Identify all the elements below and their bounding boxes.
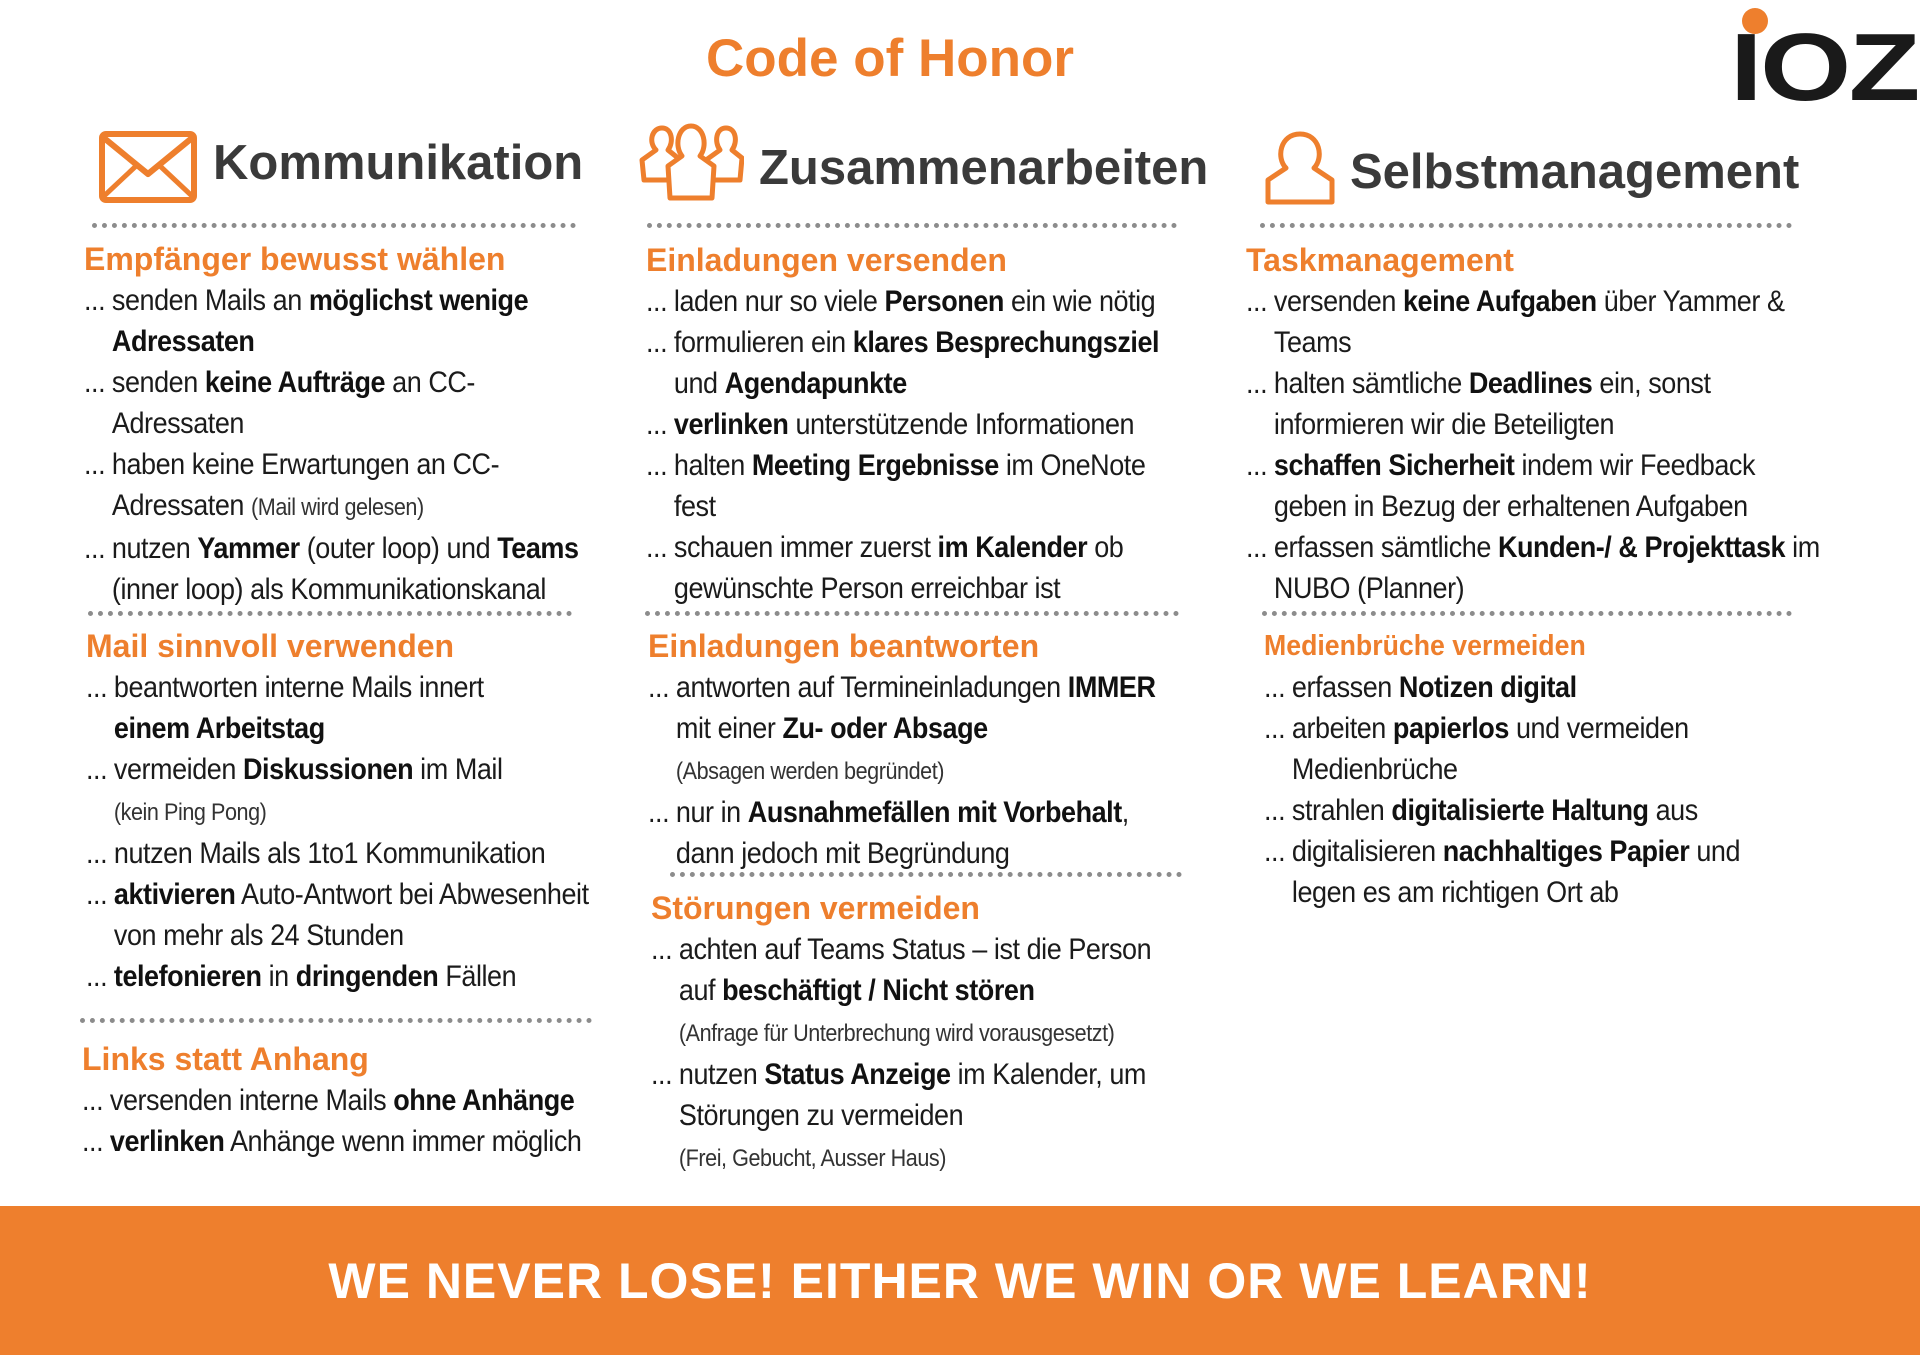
note: (kein Ping Pong)	[113, 799, 267, 826]
bullet-item: ... nutzen Yammer (outer loop) und Teams (inner loop) als Kommunikationskanal	[84, 528, 584, 610]
bullet-dots: ...	[1246, 531, 1268, 564]
bullet-item: ... erfassen Notizen digital	[1264, 667, 1822, 708]
bullet-dots: ...	[1264, 835, 1286, 868]
envelope-icon	[98, 130, 198, 204]
emphasis: einem Arbeitstag	[113, 712, 325, 745]
section-links	[82, 1040, 638, 1162]
section-mail-sinnvoll	[86, 627, 642, 997]
emphasis: Ausnahmefällen mit Vorbehalt	[747, 796, 1122, 829]
people-group-icon	[638, 120, 744, 202]
section-medienbrueche	[1264, 627, 1884, 913]
bullet-dots: ...	[86, 753, 108, 786]
bullet-item: ... erfassen sämtliche Kunden-/ & Projekttask im NUBO (Planner)	[1246, 527, 1822, 609]
bullet-item: ... arbeiten papierlos und vermeiden Medienbrüche	[1264, 708, 1822, 790]
section-stoerungen	[651, 889, 1211, 1179]
column-heading: Selbstmanagement	[1350, 145, 1800, 199]
emphasis: Teams	[497, 532, 579, 565]
bullet-dots: ...	[651, 1058, 673, 1091]
bullet-dots: ...	[1264, 671, 1286, 704]
bullet-dots: ...	[86, 671, 108, 704]
emphasis: papierlos	[1392, 712, 1509, 745]
section-title: Taskmanagement	[1246, 242, 1514, 278]
divider	[1262, 611, 1792, 616]
logo-text: IOZ	[1730, 14, 1918, 121]
bullet-list	[646, 281, 1206, 609]
bullet-item: ... strahlen digitalisierte Haltung aus	[1264, 790, 1822, 831]
divider	[92, 223, 576, 228]
bullet-item: ... digitalisieren nachhaltiges Papier und legen es am richtigen Ort ab	[1264, 831, 1822, 913]
bullet-dots: ...	[1246, 449, 1268, 482]
bullet-dots: ...	[84, 448, 106, 481]
divider	[1260, 223, 1792, 228]
bullet-dots: ...	[651, 933, 673, 966]
bullet-list	[651, 929, 1211, 1179]
emphasis: ohne Anhänge	[393, 1084, 575, 1117]
bullet-dots: ...	[646, 531, 668, 564]
bullet-item: ... antworten auf Termineinladungen IMMER mit einer Zu- oder Absage (Absagen werden begründet)	[648, 667, 1152, 792]
emphasis: aktivieren	[113, 878, 236, 911]
bullet-item: ... vermeiden Diskussionen im Mail (kein Ping Pong)	[86, 749, 586, 833]
bullet-item: ... achten auf Teams Status – ist die Person auf beschäftigt / Nicht stören (Anfrage für Unterbrechung wird vorausgesetzt)	[651, 929, 1155, 1054]
emphasis: keine Aufträge	[204, 366, 386, 399]
bullet-item: ... nutzen Status Anzeige im Kalender, um Störungen zu vermeiden (Frei, Gebucht, Ausser Haus)	[651, 1054, 1155, 1179]
emphasis: Diskussionen	[242, 753, 414, 786]
emphasis: verlinken	[673, 408, 789, 441]
bullet-item: ... schauen immer zuerst im Kalender ob gewünschte Person erreichbar ist	[646, 527, 1150, 609]
emphasis: dringenden	[295, 960, 439, 993]
bullet-item: ... senden Mails an möglichst wenige Adressaten	[84, 280, 584, 362]
section-taskmanagement	[1246, 241, 1886, 609]
section-title: Mail sinnvoll verwenden	[86, 628, 455, 664]
emphasis: Meeting Ergebnisse	[751, 449, 999, 482]
emphasis: möglichst wenige	[308, 284, 529, 317]
page-title: Code of Honor	[706, 29, 1074, 88]
bullet-dots: ...	[1246, 285, 1268, 318]
bullet-dots: ...	[646, 408, 668, 441]
bullet-item: ... versenden interne Mails ohne Anhänge	[82, 1080, 582, 1121]
bullet-item: ... verlinken unterstützende Informationen	[646, 404, 1150, 445]
bullet-item: ... halten sämtliche Deadlines ein, sonst informieren wir die Beteiligten	[1246, 363, 1822, 445]
note: (Absagen werden begründet)	[675, 758, 944, 785]
bullet-item: ... haben keine Erwartungen an CC- Adressaten (Mail wird gelesen)	[84, 444, 584, 528]
bullet-dots: ...	[648, 796, 670, 829]
bullet-list	[86, 667, 642, 997]
emphasis: Personen	[884, 285, 1004, 318]
column-heading: Kommunikation	[213, 136, 584, 190]
motto-banner	[0, 1206, 1920, 1355]
bullet-item: ... halten Meeting Ergebnisse im OneNote fest	[646, 445, 1150, 527]
bullet-item: ... nutzen Mails als 1to1 Kommunikation	[86, 833, 586, 874]
column-header	[78, 118, 638, 213]
note: (Frei, Gebucht, Ausser Haus)	[678, 1145, 947, 1172]
section-title: Störungen vermeiden	[651, 890, 980, 926]
bullet-item: ... beantworten interne Mails innert einem Arbeitstag	[86, 667, 586, 749]
emphasis: klares Besprechungsziel	[852, 326, 1160, 359]
bullet-dots: ...	[84, 366, 106, 399]
emphasis: keine Aufgaben	[1402, 285, 1597, 318]
emphasis: Agendapunkte	[724, 367, 907, 400]
emphasis: nachhaltiges Papier	[1442, 835, 1690, 868]
emphasis: Deadlines	[1468, 367, 1593, 400]
bullet-dots: ...	[1246, 367, 1268, 400]
emphasis: schaffen Sicherheit	[1273, 449, 1515, 482]
emphasis: beschäftigt / Nicht stören	[722, 974, 1035, 1007]
bullet-item: ... nur in Ausnahmefällen mit Vorbehalt, dann jedoch mit Begründung	[648, 792, 1152, 874]
section-title: Einladungen versenden	[646, 242, 1007, 278]
column-header	[1246, 118, 1886, 213]
bullet-dots: ...	[86, 837, 108, 870]
bullet-item: ... aktivieren Auto-Antwort bei Abwesenheit von mehr als 24 Stunden	[86, 874, 586, 956]
column-header	[636, 118, 1226, 213]
bullet-dots: ...	[86, 960, 108, 993]
bullet-list	[84, 280, 640, 610]
bullet-item: ... verlinken Anhänge wenn immer möglich	[82, 1121, 582, 1162]
bullet-dots: ...	[84, 284, 106, 317]
bullet-dots: ...	[646, 326, 668, 359]
bullet-item: ... formulieren ein klares Besprechungsziel und Agendapunkte	[646, 322, 1150, 404]
column-selbstmanagement	[1246, 118, 1886, 213]
emphasis: verlinken	[109, 1125, 225, 1158]
bullet-dots: ...	[82, 1125, 104, 1158]
bullet-dots: ...	[1264, 712, 1286, 745]
emphasis: Adressaten	[111, 325, 255, 358]
bullet-item: ... laden nur so viele Personen ein wie nötig	[646, 281, 1150, 322]
emphasis: Zu- oder Absage	[782, 712, 988, 745]
bullet-item: ... senden keine Aufträge an CC- Adressaten	[84, 362, 584, 444]
emphasis: IMMER	[1067, 671, 1156, 704]
bullet-dots: ...	[646, 285, 668, 318]
section-einladungen-beantworten	[648, 627, 1208, 874]
emphasis: telefonieren	[113, 960, 262, 993]
bullet-dots: ...	[1264, 794, 1286, 827]
bullet-dots: ...	[82, 1084, 104, 1117]
emphasis: Notizen digital	[1398, 671, 1577, 704]
column-heading: Zusammenarbeiten	[759, 141, 1209, 195]
section-empfaenger	[84, 240, 640, 610]
divider	[80, 1018, 592, 1023]
bullet-list	[82, 1080, 638, 1162]
motto-text: WE NEVER LOSE! EITHER WE WIN OR WE LEARN!	[328, 1252, 1592, 1309]
bullet-list	[1246, 281, 1886, 609]
column-zusammenarbeiten	[636, 118, 1226, 213]
emphasis: Yammer	[197, 532, 300, 565]
divider	[645, 611, 1179, 616]
note: (Mail wird gelesen)	[251, 494, 424, 521]
emphasis: Kunden-/ & Projekttask	[1497, 531, 1786, 564]
column-kommunikation	[78, 118, 638, 213]
bullet-item: ... versenden keine Aufgaben über Yammer & Teams	[1246, 281, 1822, 363]
section-title: Links statt Anhang	[82, 1041, 369, 1077]
bullet-item: ... telefonieren in dringenden Fällen	[86, 956, 586, 997]
bullet-list	[648, 667, 1208, 874]
section-title: Medienbrüche vermeiden	[1264, 630, 1586, 662]
emphasis: im Kalender	[937, 531, 1088, 564]
section-title: Empfänger bewusst wählen	[84, 241, 506, 277]
bullet-dots: ...	[86, 878, 108, 911]
ioz-logo	[1730, 6, 1918, 121]
note: (Anfrage für Unterbrechung wird vorausgesetzt)	[678, 1020, 1115, 1047]
divider	[647, 223, 1177, 228]
emphasis: Status Anzeige	[764, 1058, 951, 1091]
bullet-dots: ...	[84, 532, 106, 565]
section-title: Einladungen beantworten	[648, 628, 1040, 664]
bullet-dots: ...	[646, 449, 668, 482]
divider	[88, 611, 572, 616]
bullet-list	[1264, 667, 1884, 913]
emphasis: digitalisierte Haltung	[1391, 794, 1649, 827]
person-icon	[1262, 128, 1338, 208]
bullet-item: ... schaffen Sicherheit indem wir Feedback geben in Bezug der erhaltenen Aufgaben	[1246, 445, 1822, 527]
bullet-dots: ...	[648, 671, 670, 704]
section-einladungen-versenden	[646, 241, 1206, 609]
